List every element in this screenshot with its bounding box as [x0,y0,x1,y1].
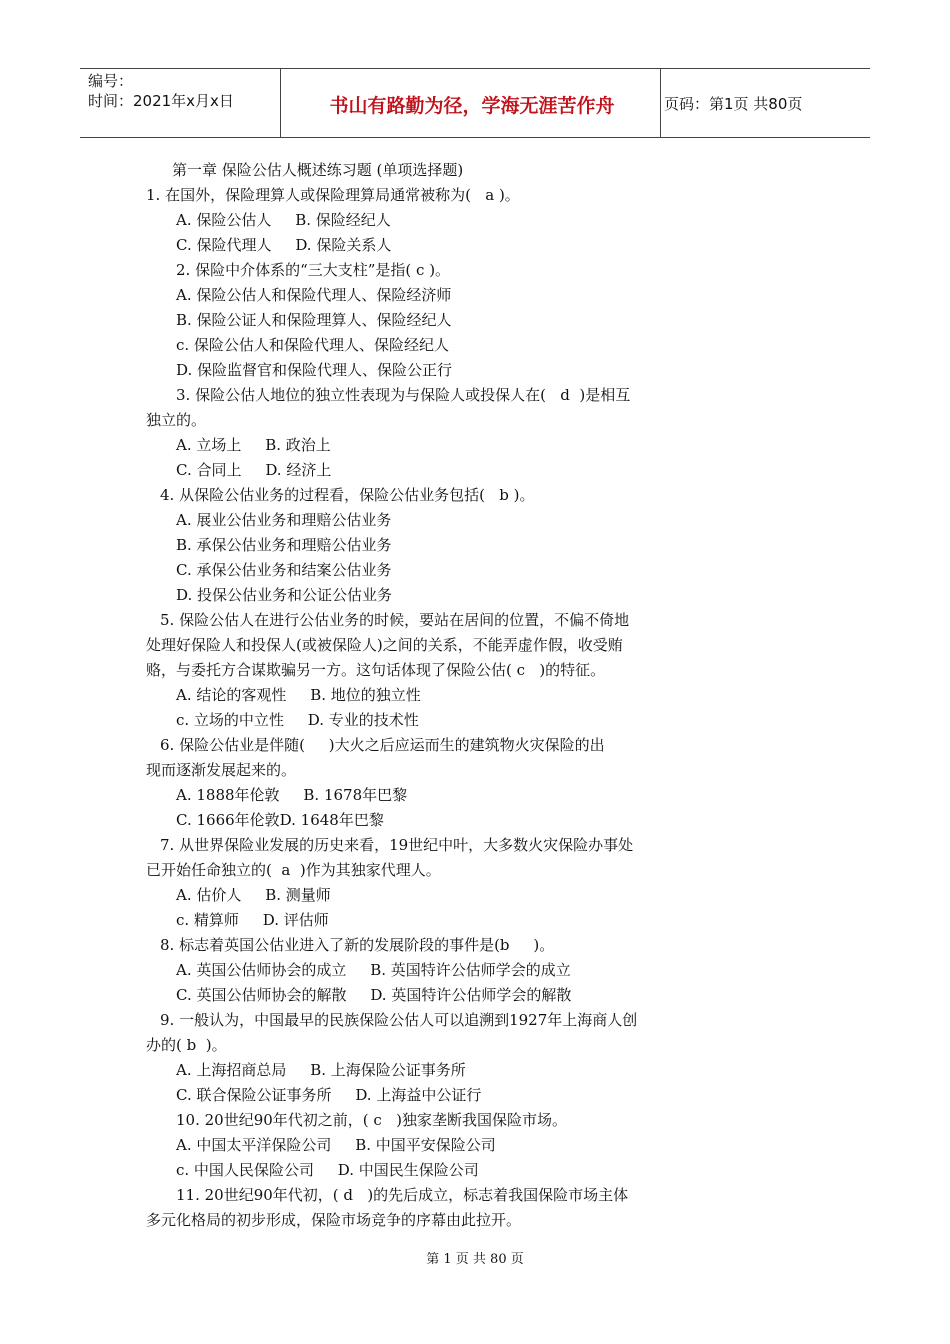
question-line: 9. 一般认为，中国最早的民族保险公估人可以追溯到1927年上海商人创 [160,1011,638,1029]
header-motto: 书山有路勤为径，学海无涯苦作舟 [329,95,615,117]
option-line: A. 上海招商总局 B. 上海保险公证事务所 [176,1061,466,1079]
option-line: A. 展业公估业务和理赔公估业务 [176,511,392,529]
question-line: 10. 20世纪90年代初之前，( c )独家垄断我国保险市场。 [176,1111,567,1129]
question-line: 已开始任命独立的( a )作为其独家代理人。 [146,861,441,879]
chapter-title: 第一章 保险公估人概述练习题 (单项选择题) [172,161,464,179]
option-line: B. 保险公证人和保险理算人、保险经纪人 [176,311,452,329]
option-line: D. 投保公估业务和公证公估业务 [176,586,393,604]
doc-date: 时间：2021年x月x日 [88,92,234,110]
question-line: 处理好保险人和投保人(或被保险人)之间的关系，不能弄虚作假，收受贿 [146,636,623,654]
option-line: A. 估价人 B. 测量师 [176,886,331,904]
question-line: 8. 标志着英国公估业进入了新的发展阶段的事件是(b )。 [160,936,555,954]
question-line: 6. 保险公估业是伴随( )大火之后应运而生的建筑物火灾保险的出 [160,736,605,754]
option-line: A. 立场上 B. 政治上 [176,436,331,454]
option-line: C. 联合保险公证事务所 D. 上海益中公证行 [176,1086,482,1104]
question-line: 7. 从世界保险业发展的历史来看，19世纪中叶，大多数火灾保险办事处 [160,836,634,854]
option-line: C. 合同上 D. 经济上 [176,461,332,479]
option-line: c. 中国人民保险公司 D. 中国民生保险公司 [176,1161,479,1179]
header-left [88,71,234,111]
page-header [80,68,870,138]
question-line: 赂，与委托方合谋欺骗另一方。这句话体现了保险公估( c )的特征。 [146,661,606,679]
option-line: D. 保险监督官和保险代理人、保险公正行 [176,361,453,379]
option-line: A. 保险公估人和保险代理人、保险经济师 [176,286,452,304]
question-line: 独立的。 [146,411,207,429]
question-line: 2. 保险中介体系的“三大支柱”是指( c )。 [176,261,451,279]
question-line: 现而逐渐发展起来的。 [146,761,297,779]
option-line: c. 立场的中立性 D. 专业的技术性 [176,711,419,729]
option-line: A. 结论的客观性 B. 地位的独立性 [176,686,421,704]
page-footer: 第 1 页 共 80 页 [426,1252,524,1267]
option-line: B. 承保公估业务和理赔公估业务 [176,536,392,554]
option-line: C. 英国公估师协会的解散 D. 英国特许公估师学会的解散 [176,986,572,1004]
question-line: 3. 保险公估人地位的独立性表现为与保险人或投保人在( d )是相互 [176,386,631,404]
option-line: C. 保险代理人 D. 保险关系人 [176,236,392,254]
option-line: c. 保险公估人和保险代理人、保险经纪人 [176,336,449,354]
question-line: 办的( b )。 [146,1036,227,1054]
option-line: A. 保险公估人 B. 保险经纪人 [176,211,391,229]
option-line: C. 1666年伦敦D. 1648年巴黎 [176,811,384,829]
question-line: 11. 20世纪90年代初，( d )的先后成立，标志着我国保险市场主体 [176,1186,629,1204]
option-line: c. 精算师 D. 评估师 [176,911,329,929]
header-divider [280,69,281,137]
option-line: C. 承保公估业务和结案公估业务 [176,561,392,579]
doc-code-label: 编号： [88,72,134,90]
option-line: A. 英国公估师协会的成立 B. 英国特许公估师学会的成立 [176,961,571,979]
option-line: A. 中国太平洋保险公司 B. 中国平安保险公司 [176,1136,496,1154]
question-line: 5. 保险公估人在进行公估业务的时候，要站在居间的位置，不偏不倚地 [160,611,630,629]
question-line: 4. 从保险公估业务的过程看，保险公估业务包括( b )。 [160,486,535,504]
option-line: A. 1888年伦敦 B. 1678年巴黎 [176,786,408,804]
header-page-info: 页码：第1页 共80页 [664,95,803,113]
header-divider [660,69,661,137]
question-line: 1. 在国外，保险理算人或保险理算局通常被称为( a )。 [146,186,520,204]
question-line: 多元化格局的初步形成，保险市场竞争的序幕由此拉开。 [146,1211,522,1229]
